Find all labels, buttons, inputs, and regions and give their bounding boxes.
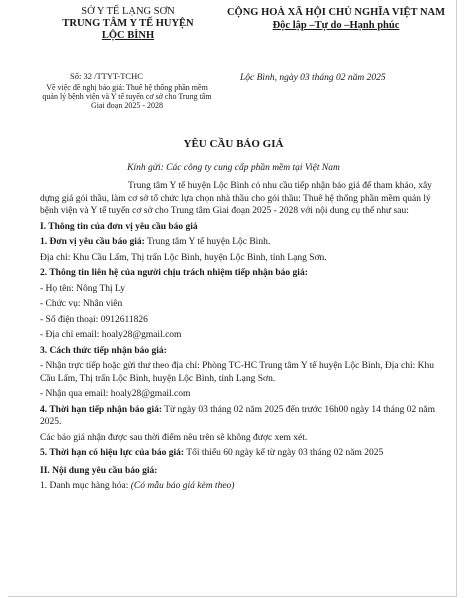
section-1-heading: I. Thông tin của đơn vị yêu cầu báo giá [40, 221, 198, 232]
goods-list-note: (Có mẫu báo giá kèm theo) [130, 481, 235, 491]
contact-name: - Họ tên: Nông Thị Ly [40, 283, 126, 294]
section-1-item-2 [40, 267, 442, 280]
section-2-item-1 [40, 480, 442, 493]
motto [214, 19, 458, 32]
section-2-heading: II. Nội dung yêu cầu báo giá: [40, 465, 158, 476]
section-1-item-5 [40, 447, 442, 460]
intro-paragraph: Trung tâm Y tế huyện Lộc Bình có nhu cầu tiếp nhận báo giá để tham khảo, xây dựng giá gói thầu, làm cơ sở tổ chức lựa chọn nhà thầu cho gói thầu: Thuê hệ thống phần mềm quản lý bệnh viện và Y tế tuyến cơ sở cho Trung tâm Giai đoạn 2025 - 2028 với nội dung cụ thể như sau: [40, 181, 432, 216]
document-subject: Về việc đề nghị báo giá: Thuê hệ thống phần mềm quản lý bệnh viện và Y tế tuyến cơ sở cho Trung tâm Giai đoạn 2025 - 2028 [42, 83, 212, 110]
center-name-line2: LỘC BÌNH [101, 30, 155, 41]
issuer-block [48, 6, 208, 42]
late-note: Các báo giá nhận được sau thời điểm nêu trên sẽ không được xem xét. [40, 432, 308, 443]
department-name: SỞ Y TẾ LẠNG SƠN [81, 6, 175, 17]
contact-email: - Địa chỉ email: hoaly28@gmail.com [40, 330, 182, 340]
item-1-label: 1. Đơn vị yêu cầu báo giá: [40, 237, 145, 247]
section-1-item-3 [40, 345, 442, 358]
date-line: Lộc Bình, ngày 03 tháng 02 năm 2025 [240, 73, 386, 83]
section-1-item-1 [40, 236, 442, 249]
item-2-label: 2. Thông tin liên hệ của người chịu trách nhiệm tiếp nhận báo giá: [40, 268, 308, 278]
receive-direct: - Nhận trực tiếp hoặc gửi thư theo địa chỉ: Phòng TC-HC Trung tâm Y tế huyện Lộc Bình, Địa chỉ: Khu Cầu Lấm, Thị trấn Lộc Bình, huyện Lộc Bình, tỉnh Lạng Sơn. [40, 361, 434, 384]
item-5-value: Tối thiểu 60 ngày kể từ ngày 03 tháng 02 năm 2025 [184, 448, 384, 458]
item-4-value: Từ ngày 03 tháng 02 năm 2025 đến trước 16h00 ngày 14 tháng 02 năm 2025. [40, 404, 435, 427]
receive-email: - Nhận qua email: hoaly28@gmail.com [40, 389, 191, 399]
document-title: YÊU CẦU BÁO GIÁ [183, 138, 284, 150]
center-name-line1: TRUNG TÂM Y TẾ HUYỆN [62, 18, 194, 29]
contact-position: - Chức vụ: Nhân viên [40, 299, 123, 309]
item-3-label: 3. Cách thức tiếp nhận báo giá: [40, 345, 167, 356]
recipient-line: Kính gửi: Các công ty cung cấp phần mềm tại Việt Nam [127, 163, 340, 173]
contact-phone: - Số điện thoại: 0912611826 [40, 314, 148, 325]
item-1-value: Trung tâm Y tế huyện Lộc Bình. [144, 237, 271, 247]
document-body [40, 180, 442, 493]
item-5-label: 5. Thời hạn có hiệu lực của báo giá: [40, 448, 185, 458]
republic-name: CỘNG HOÀ XÃ HỘI CHỦ NGHĨA VIỆT NAM [226, 7, 446, 18]
goods-list-label: 1. Danh mục hàng hóa: [40, 481, 131, 491]
motto-text: Độc lập –Tự do –Hạnh phúc [272, 20, 400, 31]
section-1-item-4 [40, 404, 442, 429]
address-line: Địa chỉ: Khu Cầu Lấm, Thị trấn Lộc Bình, huyện Lộc Bình, tỉnh Lạng Sơn. [40, 252, 327, 263]
document-number: Số: 32 /TTYT-TCHC [70, 71, 143, 81]
national-header [214, 6, 458, 32]
item-4-label: 4. Thời hạn tiếp nhận báo giá: [40, 404, 163, 415]
